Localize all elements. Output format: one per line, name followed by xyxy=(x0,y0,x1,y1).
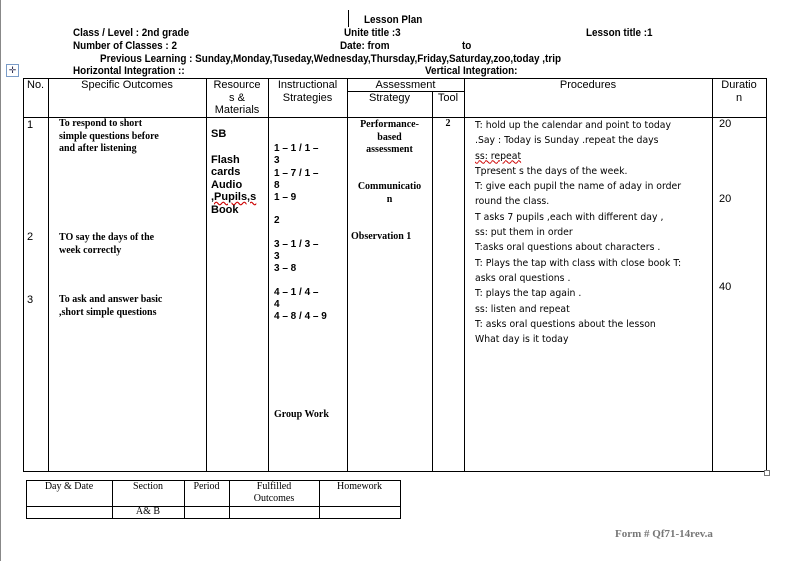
outcome: To ask and answer basic ,short simple questions xyxy=(59,294,163,318)
vertical-integration: Vertical Integration: xyxy=(425,65,518,77)
assessment-strategy: Observation 1 xyxy=(351,231,412,242)
header-assessment: Assessment xyxy=(375,79,436,91)
header-procedures: Procedures xyxy=(559,79,617,91)
horizontal-integration: Horizontal Integration :: xyxy=(73,65,185,77)
date-to: to xyxy=(462,40,472,52)
procedures: T: hold up the calendar and point to today .Say : Today is Sunday .repeat the days ss: repeat Tpresent s the days of the week. T: give each pupil the name of aday in order round the class. T asks 7 pupils ,each with different day , ss: put them in order T:asks oral questions about characters . T: Plays the tap with class with close book T: asks oral questions . T: plays the tap again . ss: listen and repeat T: asks oral questions about the lesson What day is it today xyxy=(475,120,682,346)
header-duration: Duratio n xyxy=(721,79,757,104)
duration: 40 xyxy=(719,281,732,293)
row-number: 1 xyxy=(27,119,34,131)
header-tool: Tool xyxy=(437,92,459,104)
date-from: Date: from xyxy=(340,40,390,52)
form-number: Form # Qf71-14rev.a xyxy=(615,528,713,540)
duration: 20 xyxy=(719,118,732,130)
footer-header-day-date: Day & Date xyxy=(44,481,94,492)
page-title: Lesson Plan xyxy=(364,14,423,26)
header-resources: Resource s & Materials xyxy=(213,79,261,116)
number-of-classes: Number of Classes : 2 xyxy=(73,40,177,52)
footer-header-section: Section xyxy=(133,481,163,492)
assessment-tool: 2 xyxy=(445,118,451,129)
assessment-strategy: Communicatio n xyxy=(357,181,422,205)
instructional-strategies: 1 – 1 / 1 – 3 1 – 7 / 1 – 8 1 – 9 2 3 – 1 / 3 – 3 3 – 8 4 – 1 / 4 – 4 4 – 8 / 4 – 9 xyxy=(274,143,327,323)
previous-learning: Previous Learning : Sunday,Monday,Tuseday,Wednesday,Thursday,Friday,Saturday,zoo,today ,trip xyxy=(100,53,561,65)
page-edge xyxy=(0,0,1,561)
text-cursor xyxy=(348,10,349,27)
outcome: TO say the days of the week correctly xyxy=(59,232,155,256)
resources-materials: SB Flash cards Audio ,Pupils,s Book xyxy=(211,128,257,216)
assessment-strategy: Performance- based assessment xyxy=(360,119,419,155)
header-strategy: Strategy xyxy=(369,92,410,104)
footer-header-homework: Homework xyxy=(337,481,382,492)
header-strategies: Instructional Strategies xyxy=(277,79,338,104)
header-no: No. xyxy=(27,79,45,91)
duration: 20 xyxy=(719,193,732,205)
table-move-handle-icon[interactable]: ✛ xyxy=(6,64,19,77)
outcome: To respond to short simple questions before and after listening xyxy=(59,118,159,154)
row-number: 3 xyxy=(27,294,34,306)
lesson-title: Lesson title :1 xyxy=(586,27,653,39)
footer-header-fulfilled-outcomes: Fulfilled Outcomes xyxy=(253,481,295,504)
class-level: Class / Level : 2nd grade xyxy=(73,27,190,39)
table-resize-handle[interactable] xyxy=(764,470,770,476)
unite-title: Unite title :3 xyxy=(344,27,401,39)
footer-header-period: Period xyxy=(193,481,220,492)
group-work: Group Work xyxy=(274,409,329,420)
row-number: 2 xyxy=(27,231,34,243)
section-value: A& B xyxy=(135,506,161,517)
header-outcomes: Specific Outcomes xyxy=(81,79,173,91)
